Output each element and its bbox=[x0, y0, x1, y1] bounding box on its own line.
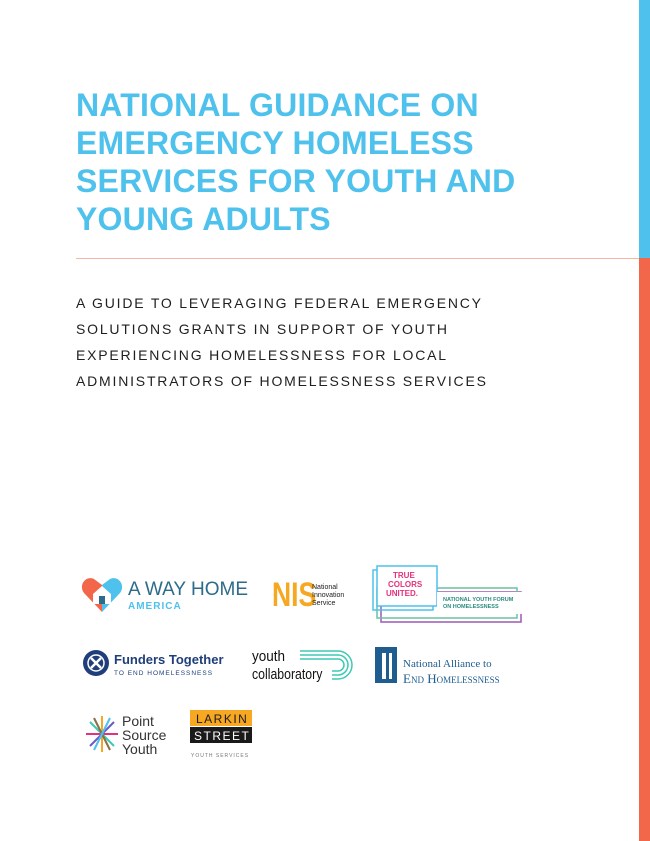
subtitle-line: ADMINISTRATORS OF HOMELESSNESS SERVICES bbox=[76, 373, 488, 389]
svg-text:National Alliance to: National Alliance to bbox=[403, 658, 492, 670]
title-line: EMERGENCY HOMELESS bbox=[76, 125, 474, 161]
svg-text:NIS: NIS bbox=[272, 575, 317, 614]
svg-text:Youth: Youth bbox=[122, 741, 158, 757]
svg-text:Innovation: Innovation bbox=[312, 592, 345, 599]
logo-larkin-street bbox=[190, 710, 260, 762]
logo-a-way-home-america bbox=[82, 573, 262, 617]
logo-nis bbox=[272, 573, 352, 613]
logo-true-colors-united bbox=[371, 566, 531, 626]
svg-text:STREET: STREET bbox=[194, 729, 251, 743]
building-icon bbox=[375, 647, 397, 683]
logo-national-alliance-end-homelessness bbox=[375, 643, 535, 687]
svg-text:End Homelessness: End Homelessness bbox=[403, 671, 500, 686]
subtitle-line: A GUIDE TO LEVERAGING FEDERAL EMERGENCY bbox=[76, 295, 483, 311]
subtitle-line: SOLUTIONS GRANTS IN SUPPORT OF YOUTH bbox=[76, 321, 449, 337]
divider-line bbox=[76, 258, 639, 259]
svg-text:TO END HOMELESSNESS: TO END HOMELESSNESS bbox=[114, 670, 214, 677]
svg-text:ON HOMELESSNESS: ON HOMELESSNESS bbox=[443, 604, 499, 610]
logo-youth-collaboratory bbox=[252, 645, 352, 687]
svg-text:Service: Service bbox=[312, 600, 336, 607]
title-line: YOUNG ADULTS bbox=[76, 201, 331, 237]
heart-house-icon bbox=[82, 578, 122, 612]
x-circle-icon bbox=[83, 650, 109, 676]
page-subtitle bbox=[76, 290, 616, 394]
logo-funders-together bbox=[82, 648, 232, 680]
svg-text:COLORS: COLORS bbox=[388, 580, 423, 589]
svg-text:Funders Together: Funders Together bbox=[114, 652, 224, 667]
svg-text:A WAY HOME: A WAY HOME bbox=[128, 579, 249, 600]
title-line: NATIONAL GUIDANCE ON bbox=[76, 87, 479, 123]
svg-text:NATIONAL YOUTH FORUM: NATIONAL YOUTH FORUM bbox=[443, 597, 514, 603]
svg-text:Source: Source bbox=[122, 727, 167, 743]
star-burst-icon bbox=[86, 716, 118, 752]
svg-text:AMERICA: AMERICA bbox=[128, 601, 182, 612]
side-accent-bar-blue bbox=[639, 0, 650, 258]
page-title bbox=[76, 86, 596, 238]
svg-text:LARKIN: LARKIN bbox=[196, 712, 249, 726]
svg-text:collaboratory: collaboratory bbox=[252, 665, 323, 683]
svg-text:TRUE: TRUE bbox=[393, 571, 415, 580]
svg-text:National: National bbox=[312, 584, 338, 591]
side-accent-bar-orange bbox=[639, 258, 650, 841]
title-line: SERVICES FOR YOUTH AND bbox=[76, 163, 516, 199]
svg-text:YOUTH SERVICES: YOUTH SERVICES bbox=[191, 753, 250, 759]
svg-text:Point: Point bbox=[122, 713, 154, 729]
svg-text:youth: youth bbox=[252, 648, 285, 666]
svg-text:UNITED.: UNITED. bbox=[386, 589, 418, 598]
subtitle-line: EXPERIENCING HOMELESSNESS FOR LOCAL bbox=[76, 347, 448, 363]
logo-point-source-youth bbox=[82, 708, 182, 760]
